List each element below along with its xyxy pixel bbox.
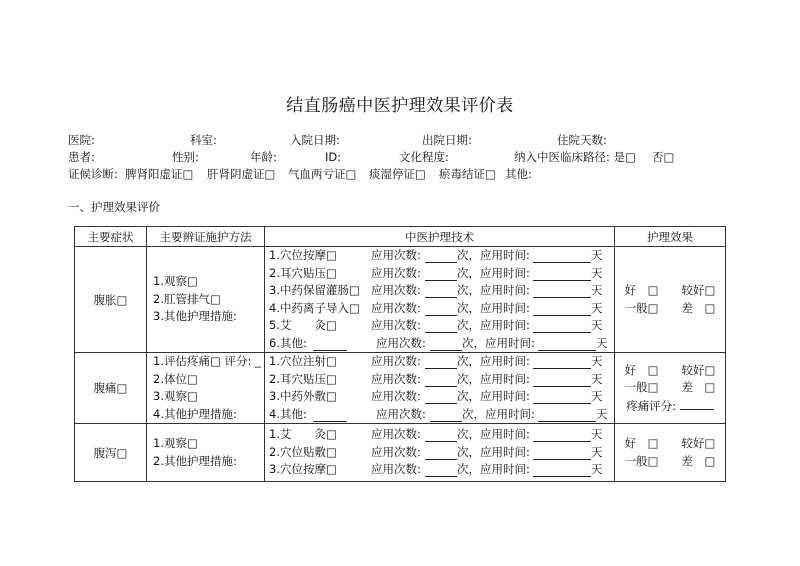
- usage-count-label: 应用次数:: [371, 427, 421, 442]
- usage-count-blank[interactable]: [425, 268, 457, 281]
- days-label: 天: [591, 318, 603, 332]
- table-row: [75, 424, 726, 482]
- usage-count-label: 应用次数:: [376, 335, 426, 350]
- symptom-cell[interactable]: 腹泻□: [75, 424, 147, 482]
- pain-score-label: 疼痛评分:: [626, 398, 677, 413]
- effect-cell: [615, 353, 726, 424]
- effect-options[interactable]: 一般□ 差 □: [624, 453, 716, 468]
- hospital-field[interactable]: 医院:: [68, 133, 95, 147]
- usage-time-label: 次，应用时间:: [457, 265, 530, 280]
- effect-cell: [615, 424, 726, 482]
- technique-row: [265, 247, 614, 265]
- header-effect: 护理效果: [615, 227, 726, 247]
- days-label: 天: [591, 300, 603, 315]
- days-label: 天: [591, 371, 603, 386]
- techniques-cell: [265, 353, 615, 424]
- technique-name[interactable]: 6.其他:: [269, 335, 307, 350]
- usage-count-label: 应用次数:: [371, 354, 421, 368]
- usage-count-label: 应用次数:: [371, 444, 421, 459]
- education-field[interactable]: 文化程度:: [399, 150, 449, 164]
- other-technique-blank[interactable]: [313, 409, 347, 422]
- days-label: 天: [591, 462, 603, 477]
- hospital-days-field[interactable]: 住院天数:: [557, 133, 607, 147]
- usage-days-blank[interactable]: [533, 356, 591, 369]
- methods-cell: [147, 353, 265, 424]
- technique-name[interactable]: 2.耳穴贴压□: [269, 371, 337, 386]
- section-title: 一、护理效果评价: [68, 200, 160, 214]
- usage-count-blank[interactable]: [425, 374, 457, 387]
- effect-cell: [615, 247, 726, 353]
- technique-row: [265, 335, 614, 353]
- technique-name[interactable]: 4.其他:: [269, 406, 307, 421]
- header-symptom: 主要症状: [75, 227, 147, 247]
- usage-count-blank[interactable]: [425, 320, 457, 333]
- syndrome-option-1-checkbox[interactable]: 脾肾阳虚证□: [125, 167, 194, 181]
- usage-count-blank[interactable]: [425, 447, 457, 460]
- clinical-pathway-yes-checkbox[interactable]: 纳入中医临床路径: 是□: [514, 150, 636, 164]
- technique-row: [265, 461, 614, 479]
- usage-count-blank[interactable]: [430, 338, 462, 351]
- usage-days-blank[interactable]: [533, 250, 591, 263]
- usage-days-blank[interactable]: [533, 303, 591, 316]
- method-item[interactable]: 3.观察□: [153, 389, 198, 403]
- usage-days-blank[interactable]: [533, 464, 591, 477]
- other-technique-blank[interactable]: [313, 338, 347, 351]
- syndrome-option-5-checkbox[interactable]: 瘀毒结证□: [439, 167, 496, 181]
- document-title: 结直肠癌中医护理效果评价表: [286, 96, 514, 116]
- usage-time-label: 次，应用时间:: [457, 283, 530, 297]
- method-item[interactable]: 1.观察□: [153, 436, 198, 450]
- syndrome-option-3-checkbox[interactable]: 气血两亏证□: [288, 167, 357, 181]
- technique-name[interactable]: 5.艾 灸□: [269, 318, 337, 332]
- methods-cell: [147, 247, 265, 353]
- days-label: 天: [591, 427, 603, 442]
- usage-days-blank[interactable]: [533, 391, 591, 404]
- pain-score-row: [615, 397, 725, 415]
- technique-name[interactable]: 1.穴位注射□: [269, 354, 337, 368]
- usage-time-label: 次，应用时间:: [462, 406, 535, 421]
- method-item[interactable]: 3.其他护理措施:: [153, 309, 237, 324]
- discharge-date-field[interactable]: 出院日期:: [422, 133, 472, 147]
- technique-row: [265, 444, 614, 462]
- header-techniques: 中医护理技术: [265, 227, 615, 247]
- usage-count-label: 应用次数:: [371, 389, 421, 403]
- usage-time-label: 次，应用时间:: [457, 444, 530, 459]
- usage-time-label: 次，应用时间:: [457, 300, 530, 315]
- usage-days-blank[interactable]: [538, 338, 596, 351]
- method-item[interactable]: 2.肛管排气□: [153, 291, 221, 306]
- usage-time-label: 次，应用时间:: [457, 389, 530, 403]
- method-item[interactable]: 2.其他护理措施:: [153, 453, 237, 468]
- nursing-evaluation-table: [74, 226, 726, 482]
- clinical-pathway-no-checkbox[interactable]: 否□: [652, 150, 675, 164]
- usage-count-label: 应用次数:: [371, 300, 421, 315]
- technique-row: [265, 300, 614, 318]
- usage-time-label: 次，应用时间:: [457, 248, 530, 262]
- usage-time-label: 次，应用时间:: [457, 318, 530, 332]
- usage-days-blank[interactable]: [533, 374, 591, 387]
- technique-row: [265, 282, 614, 300]
- technique-row: [265, 426, 614, 444]
- usage-days-blank[interactable]: [533, 268, 591, 281]
- methods-cell: [147, 424, 265, 482]
- method-item[interactable]: 2.体位□: [153, 371, 198, 386]
- pain-score-blank[interactable]: [680, 397, 714, 410]
- syndrome-label: 证候诊断:: [68, 167, 118, 181]
- usage-count-blank[interactable]: [425, 391, 457, 404]
- header-methods: 主要辨证施护方法: [147, 227, 265, 247]
- gender-field[interactable]: 性别:: [172, 150, 199, 164]
- usage-count-label: 应用次数:: [371, 248, 421, 262]
- effect-options[interactable]: 一般□ 差 □: [624, 300, 716, 315]
- usage-time-label: 次，应用时间:: [457, 354, 530, 368]
- technique-row: [265, 371, 614, 389]
- techniques-cell: [265, 247, 615, 353]
- usage-days-blank[interactable]: [533, 285, 591, 298]
- days-label: 天: [591, 248, 603, 262]
- symptom-cell[interactable]: 腹痛□: [75, 353, 147, 424]
- usage-count-blank[interactable]: [425, 303, 457, 316]
- method-item[interactable]: 1.评估疼痛□ 评分: _: [153, 354, 261, 368]
- usage-count-label: 应用次数:: [371, 462, 421, 477]
- usage-count-blank[interactable]: [425, 356, 457, 369]
- usage-count-blank[interactable]: [425, 429, 457, 442]
- usage-time-label: 次，应用时间:: [457, 371, 530, 386]
- table-header-row: [75, 227, 726, 247]
- usage-time-label: 次，应用时间:: [457, 462, 530, 477]
- usage-count-blank[interactable]: [425, 285, 457, 298]
- usage-time-label: 次，应用时间:: [462, 335, 535, 350]
- technique-name[interactable]: 2.耳穴贴压□: [269, 265, 337, 280]
- usage-days-blank[interactable]: [538, 409, 596, 422]
- usage-count-label: 应用次数:: [376, 406, 426, 421]
- effect-options[interactable]: 一般□ 差 □: [624, 380, 716, 395]
- table-row: [75, 247, 726, 353]
- technique-row: [265, 265, 614, 283]
- technique-name[interactable]: 1.穴位按摩□: [269, 248, 337, 262]
- technique-row: [265, 317, 614, 335]
- usage-days-blank[interactable]: [533, 447, 591, 460]
- usage-count-blank[interactable]: [430, 409, 462, 422]
- days-label: 天: [596, 406, 608, 421]
- syndrome-other-field[interactable]: 其他:: [505, 167, 532, 181]
- days-label: 天: [591, 354, 603, 368]
- method-item[interactable]: 1.观察□: [153, 274, 198, 289]
- effect-options[interactable]: 好 □ 较好□: [624, 436, 716, 450]
- table-row: [75, 353, 726, 424]
- technique-row: [265, 388, 614, 406]
- age-field[interactable]: 年龄:: [250, 150, 277, 164]
- symptom-cell[interactable]: 腹胀□: [75, 247, 147, 353]
- days-label: 天: [591, 389, 603, 403]
- patient-field[interactable]: 患者:: [68, 150, 95, 164]
- method-item[interactable]: 4.其他护理措施:: [153, 406, 237, 421]
- technique-name[interactable]: 3.中药保留灌肠□: [269, 283, 360, 297]
- days-label: 天: [596, 335, 608, 350]
- technique-name[interactable]: 1.艾 灸□: [269, 427, 337, 442]
- department-field[interactable]: 科室:: [190, 133, 217, 147]
- usage-time-label: 次，应用时间:: [457, 427, 530, 442]
- syndrome-option-2-checkbox[interactable]: 肝肾阴虚证□: [207, 167, 276, 181]
- admission-date-field[interactable]: 入院日期:: [290, 133, 340, 147]
- technique-name[interactable]: 3.中药外敷□: [269, 389, 337, 403]
- usage-count-label: 应用次数:: [371, 318, 421, 332]
- days-label: 天: [591, 444, 603, 459]
- effect-options[interactable]: 好 □ 较好□: [624, 362, 716, 377]
- usage-count-blank[interactable]: [425, 250, 457, 263]
- effect-options[interactable]: 好 □ 较好□: [624, 283, 716, 297]
- usage-count-label: 应用次数:: [371, 265, 421, 280]
- technique-row: [265, 406, 614, 424]
- usage-days-blank[interactable]: [533, 320, 591, 333]
- technique-name[interactable]: 4.中药离子导入□: [269, 300, 360, 315]
- usage-count-label: 应用次数:: [371, 371, 421, 386]
- techniques-cell: [265, 424, 615, 482]
- days-label: 天: [591, 265, 603, 280]
- days-label: 天: [591, 283, 603, 297]
- usage-count-blank[interactable]: [425, 464, 457, 477]
- technique-name[interactable]: 3.穴位按摩□: [269, 462, 337, 477]
- technique-name[interactable]: 2.穴位贴敷□: [269, 444, 337, 459]
- syndrome-option-4-checkbox[interactable]: 痰湿停证□: [369, 167, 426, 181]
- usage-count-label: 应用次数:: [371, 283, 421, 297]
- technique-row: [265, 353, 614, 371]
- id-field[interactable]: ID:: [325, 150, 342, 164]
- usage-days-blank[interactable]: [533, 429, 591, 442]
